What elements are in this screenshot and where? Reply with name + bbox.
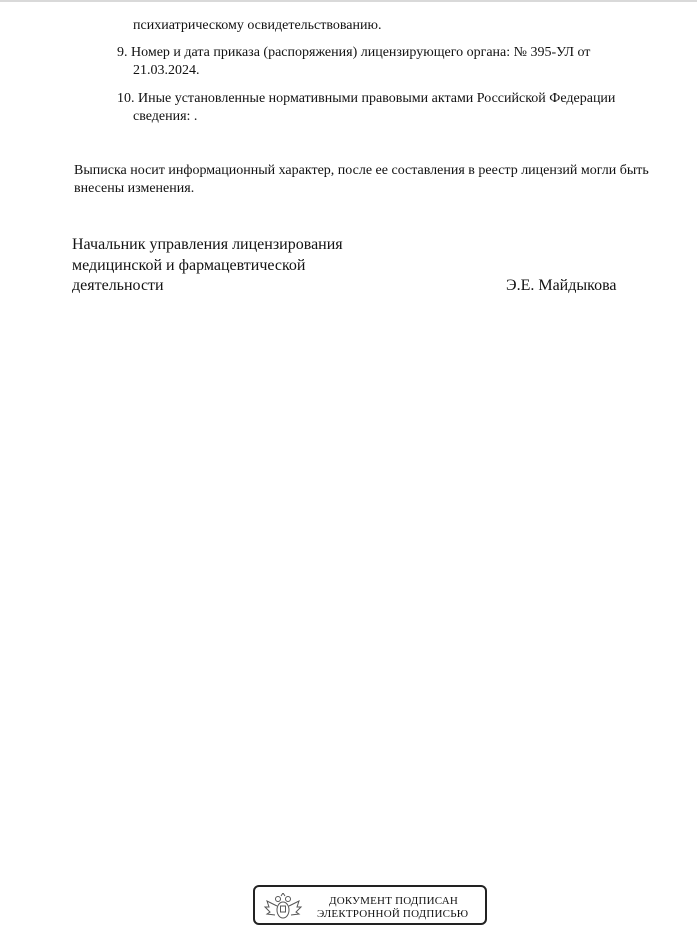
item-10-number: 10.: [117, 91, 135, 106]
stamp-title-line2: ЭЛЕКТРОННОЙ ПОДПИСЬЮ: [317, 908, 469, 920]
continuation-line: психиатрическому освидетельствованию.: [133, 18, 382, 33]
notice-line2: внесены изменения.: [74, 181, 195, 196]
coat-of-arms-icon: [263, 893, 303, 923]
notice-line1: Выписка носит информационный характер, после ее составления в реестр лицензий могли быть: [74, 163, 649, 178]
item-10-line1: Иные установленные нормативными правовыми актами Российской Федерации: [138, 91, 616, 106]
signatory-position-line1: Начальник управления лицензирования: [72, 236, 343, 253]
item-9-line2: 21.03.2024.: [133, 63, 200, 78]
item-10-line2: сведения: .: [133, 109, 198, 124]
item-9-line1: Номер и дата приказа (распоряжения) лицензирующего органа: № 395-УЛ от: [131, 45, 591, 60]
stamp-title-line1: ДОКУМЕНТ ПОДПИСАН: [329, 895, 459, 907]
signatory-position-line3: деятельности: [72, 277, 164, 294]
electronic-signature-stamp: [253, 885, 487, 925]
item-9-number: 9.: [117, 45, 128, 60]
signatory-name: Э.Е. Майдыкова: [506, 277, 617, 294]
signatory-position-line2: медицинской и фармацевтической: [72, 257, 306, 274]
